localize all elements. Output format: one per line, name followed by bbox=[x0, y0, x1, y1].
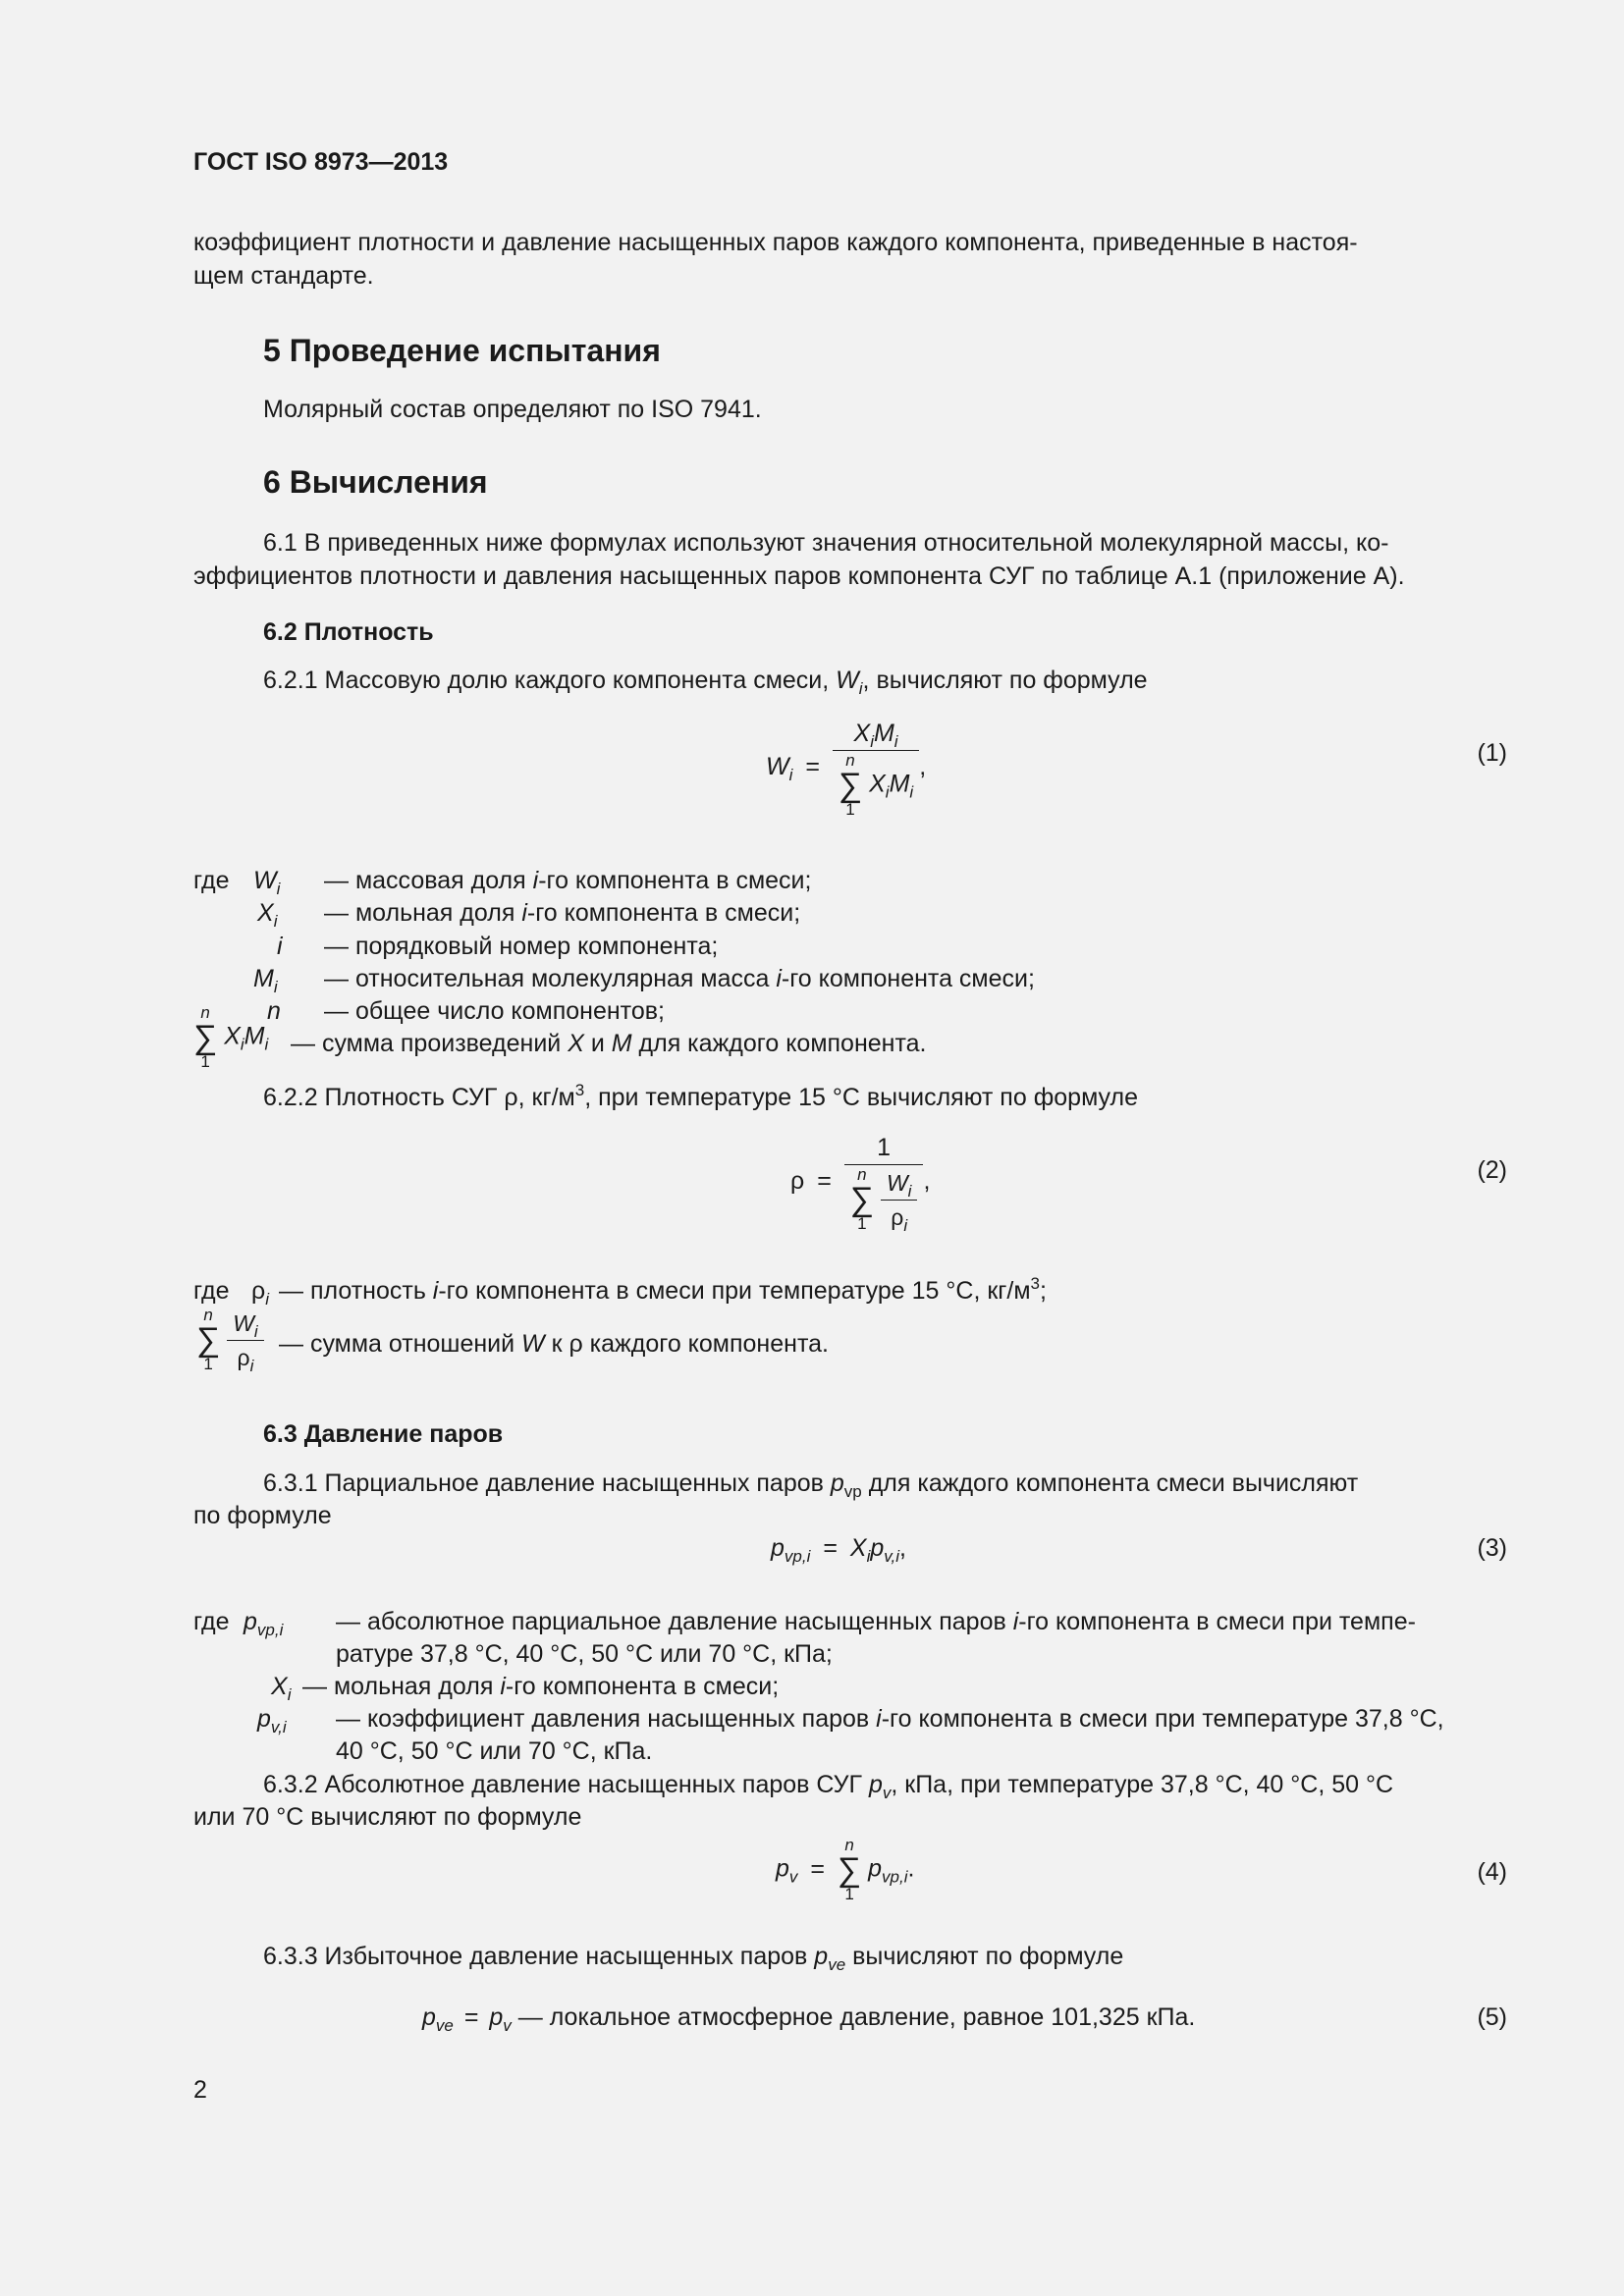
where-sum-xm: n ∑ 1 $X_iM_i$ bbox=[193, 1003, 269, 1071]
where-label-3: где bbox=[193, 1608, 230, 1635]
section-6-title: 6 Вычисления bbox=[263, 464, 488, 500]
where-i: i bbox=[277, 933, 283, 960]
equation-4-number: (4) bbox=[1477, 1858, 1507, 1886]
where-pv-i-desc-2: 40 °С, 50 °С или 70 °С, кПа. bbox=[336, 1737, 653, 1765]
equation-5-number: (5) bbox=[1477, 2003, 1507, 2031]
where-pv-i: $p_{v,i}$ bbox=[257, 1705, 287, 1736]
where-xi: $X_i$ bbox=[257, 899, 278, 931]
intro-line-2: щем стандарте. bbox=[193, 262, 374, 290]
p61-line-2: эффициентов плотности и давления насыщенных паров компонента СУГ по таблице А.1 (приложение А). bbox=[193, 562, 1405, 590]
equation-5: $p_{ve} = p_v$ — локальное атмосферное давление, равное 101,325 кПа. bbox=[422, 2003, 1196, 2035]
section-6-2-title: 6.2 Плотность bbox=[263, 618, 434, 646]
where-pvp-i: $p_{vp,i}$ bbox=[244, 1608, 284, 1639]
section-5-title: 5 Проведение испытания bbox=[263, 333, 661, 368]
equation-1-number: (1) bbox=[1477, 739, 1507, 767]
intro-line-1: коэффициент плотности и давление насыщенных паров каждого компонента, приведенные в настоя- bbox=[193, 229, 1358, 256]
where-xi-2: $X_i$ bbox=[271, 1673, 292, 1704]
where-wi-desc: — массовая доля i-го компонента в смеси; bbox=[324, 867, 812, 894]
where-n: n bbox=[267, 997, 281, 1025]
equation-3-number: (3) bbox=[1477, 1534, 1507, 1562]
where-pvp-i-desc: — абсолютное парциальное давление насыщенных паров i-го компонента в смеси при темпе- bbox=[336, 1608, 1416, 1635]
where-pvp-i-desc-2: ратуре 37,8 °С, 40 °С, 50 °С или 70 °С, кПа; bbox=[336, 1640, 833, 1668]
where-rho-i: $\rho_i$ bbox=[251, 1277, 270, 1308]
where-n-desc: — общее число компонентов; bbox=[324, 997, 665, 1025]
where-wi: $W_i$ bbox=[253, 867, 281, 898]
p631-line-2: по формуле bbox=[193, 1502, 332, 1529]
page-number: 2 bbox=[193, 2076, 207, 2104]
p621: 6.2.1 Массовую долю каждого компонента смеси, $W_i$, вычисляют по формуле bbox=[263, 667, 1148, 698]
equation-2: ρ = 1 n ∑ 1 $\frac{W_i}{\rho_i}$ , bbox=[790, 1131, 930, 1234]
document-code: ГОСТ ISO 8973—2013 bbox=[193, 148, 449, 176]
where-label-1: где bbox=[193, 867, 230, 894]
equation-1: $W_i$ = $X_iM_i$ n ∑ 1 $X_iM_i$ , bbox=[766, 717, 926, 820]
p61-line-1: 6.1 В приведенных ниже формулах используют значения относительной молекулярной массы, ко- bbox=[263, 529, 1389, 557]
where-xi-desc: — мольная доля i-го компонента в смеси; bbox=[324, 899, 801, 927]
p632-line-1: 6.3.2 Абсолютное давление насыщенных паров СУГ $p_v$, кПа, при температуре 37,8 °С, 40 °С, 50 °С bbox=[263, 1771, 1394, 1802]
where-mi: $M_i$ bbox=[253, 965, 278, 996]
where-sum-w-rho-desc: — сумма отношений W к ρ каждого компонента. bbox=[279, 1330, 829, 1358]
where-mi-desc: — относительная молекулярная масса i-го компонента смеси; bbox=[324, 965, 1035, 992]
where-sum-w-rho: n ∑ 1 $\frac{W_i}{\rho_i}$ bbox=[196, 1306, 264, 1374]
p633: 6.3.3 Избыточное давление насыщенных паров $p_{ve}$ вычисляют по формуле bbox=[263, 1943, 1124, 1974]
p632-line-2: или 70 °С вычисляют по формуле bbox=[193, 1803, 582, 1831]
section-5-text: Молярный состав определяют по ISO 7941. bbox=[263, 396, 762, 423]
equation-2-number: (2) bbox=[1477, 1156, 1507, 1184]
where-label-2: где bbox=[193, 1277, 230, 1305]
where-pv-i-desc: — коэффициент давления насыщенных паров i-го компонента в смеси при температуре 37,8 °С, bbox=[336, 1705, 1444, 1733]
where-sum-xm-desc: — сумма произведений X и M для каждого компонента. bbox=[291, 1030, 927, 1057]
equation-3: $p_{vp,i} = X_ip_{v,i}$, bbox=[771, 1534, 906, 1566]
section-6-3-title: 6.3 Давление паров bbox=[263, 1420, 504, 1448]
p631-line-1: 6.3.1 Парциальное давление насыщенных паров $p_{vp}$ для каждого компонента смеси вычисляют bbox=[263, 1469, 1359, 1501]
equation-4: $p_v$ = n ∑ 1 $p_{vp,i}$. bbox=[776, 1836, 915, 1903]
where-rho-i-desc: — плотность i-го компонента в смеси при температуре 15 °С, $кг/м^3$; bbox=[279, 1274, 1047, 1305]
p622: 6.2.2 Плотность СУГ ρ, $кг/м^3$, при температуре 15 °С вычисляют по формуле bbox=[263, 1081, 1138, 1111]
where-xi-2-desc: — мольная доля i-го компонента в смеси; bbox=[302, 1673, 780, 1700]
where-i-desc: — порядковый номер компонента; bbox=[324, 933, 719, 960]
